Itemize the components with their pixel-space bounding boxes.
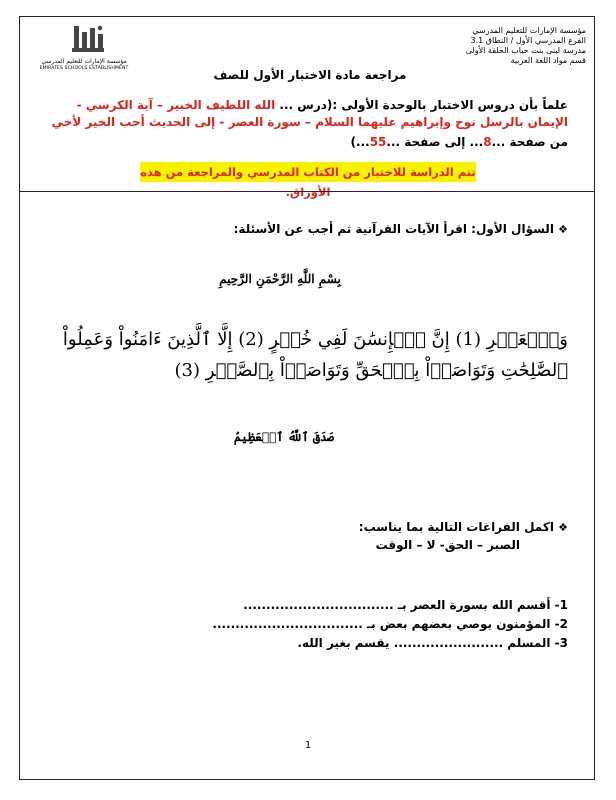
logo-icon — [70, 24, 106, 58]
diamond-bullet-icon: ❖ — [558, 223, 568, 236]
logo-text-arabic: مؤسسة الإمارات للتعليم المدرسي — [41, 58, 127, 65]
basmala: بِسْمِ اللَّهِ الرَّحْمَنِ الرَّحِيمِ — [219, 272, 341, 286]
fill-blanks-label: اكمل الفراغات التالية بما يناسب: — [358, 520, 554, 534]
word-bank: الصبر – الحق- لا – الوقت — [375, 538, 520, 552]
organization-header — [426, 26, 586, 66]
diamond-bullet-icon: ❖ — [558, 521, 568, 534]
question-1-heading — [68, 222, 568, 236]
question-1-label: السؤال الأول: اقرأ الآيات القرآنية ثم أجب عن الأسئلة: — [233, 222, 554, 236]
sadaq-allah: صَدَقَ ٱللَّهُ ٱلۡعَظِيمُ — [233, 430, 334, 444]
school-logo — [34, 24, 164, 74]
study-notice-highlight: تتم الدراسة للاختبار من الكتاب المدرسي والمراجعة من هذه الأوراق. — [140, 162, 476, 182]
fill-blanks-heading — [68, 520, 568, 534]
header-divider — [19, 191, 595, 192]
fill-blank-item: 3- المسلم ........................ يقسم بغير الله. — [297, 636, 568, 650]
page-number: 1 — [304, 740, 312, 751]
org-line: مؤسسة الإمارات للتعليم المدرسي — [472, 26, 586, 35]
quran-verse — [38, 324, 568, 386]
page-to: 55 — [369, 135, 387, 149]
notice-text: من صفحة ... — [491, 135, 568, 149]
fill-blank-item: 2- المؤمنون يوصي بعضهم بعض بـ ................................. — [212, 617, 568, 631]
page-border — [19, 16, 595, 780]
notice-line-1 — [48, 96, 568, 114]
fill-blank-item: 1- أقسم الله بسورة العصر بـ ................................. — [243, 598, 568, 612]
org-line: الفرع المدرسي الأول / النطاق 3.1 — [470, 36, 586, 45]
logo-text-english: EMIRATES SCHOOLS ESTABLISHMENT — [39, 66, 129, 71]
notice-text: ...) — [350, 135, 370, 149]
org-line: مدرسة لبنى بنت حباب الحلقة الأولى — [465, 46, 586, 55]
verse-line-1: وَٱلۡعَصۡرِ (1) إِنَّ ٱلۡإِنسَٰنَ لَفِي خُسۡرٍ (2) إِلَّا ٱلَّذِينَ ءَامَنُواْ وَعَمِلُواْ — [62, 329, 568, 350]
notice-line-2: الإيمان بالرسل نوح وإبراهيم عليهما السلام – سورة العصر - إلى الحديث أحب الخير لأخي — [51, 115, 568, 129]
notice-line-3 — [48, 135, 568, 149]
notice-line-1-red: الله اللطيف الخبير – آية الكرسي - — [76, 98, 276, 112]
page-title: مراجعة مادة الاختبار الأول للصف — [213, 68, 407, 82]
notice-text: ... إلى صفحة ... — [386, 135, 484, 149]
org-line: قسم مواد اللغة العربية — [510, 56, 586, 65]
page-from: 8 — [483, 135, 492, 149]
verse-line-2: ٱلصَّٰلِحَٰتِ وَتَوَاصَوۡاْ بِٱلۡحَقِّ وَتَوَاصَوۡاْ بِٱلصَّبۡرِ (3) — [174, 360, 568, 381]
notice-line-1-black: علماً بأن دروس الاختبار بالوحدة الأولى :(درس ... — [275, 98, 568, 112]
